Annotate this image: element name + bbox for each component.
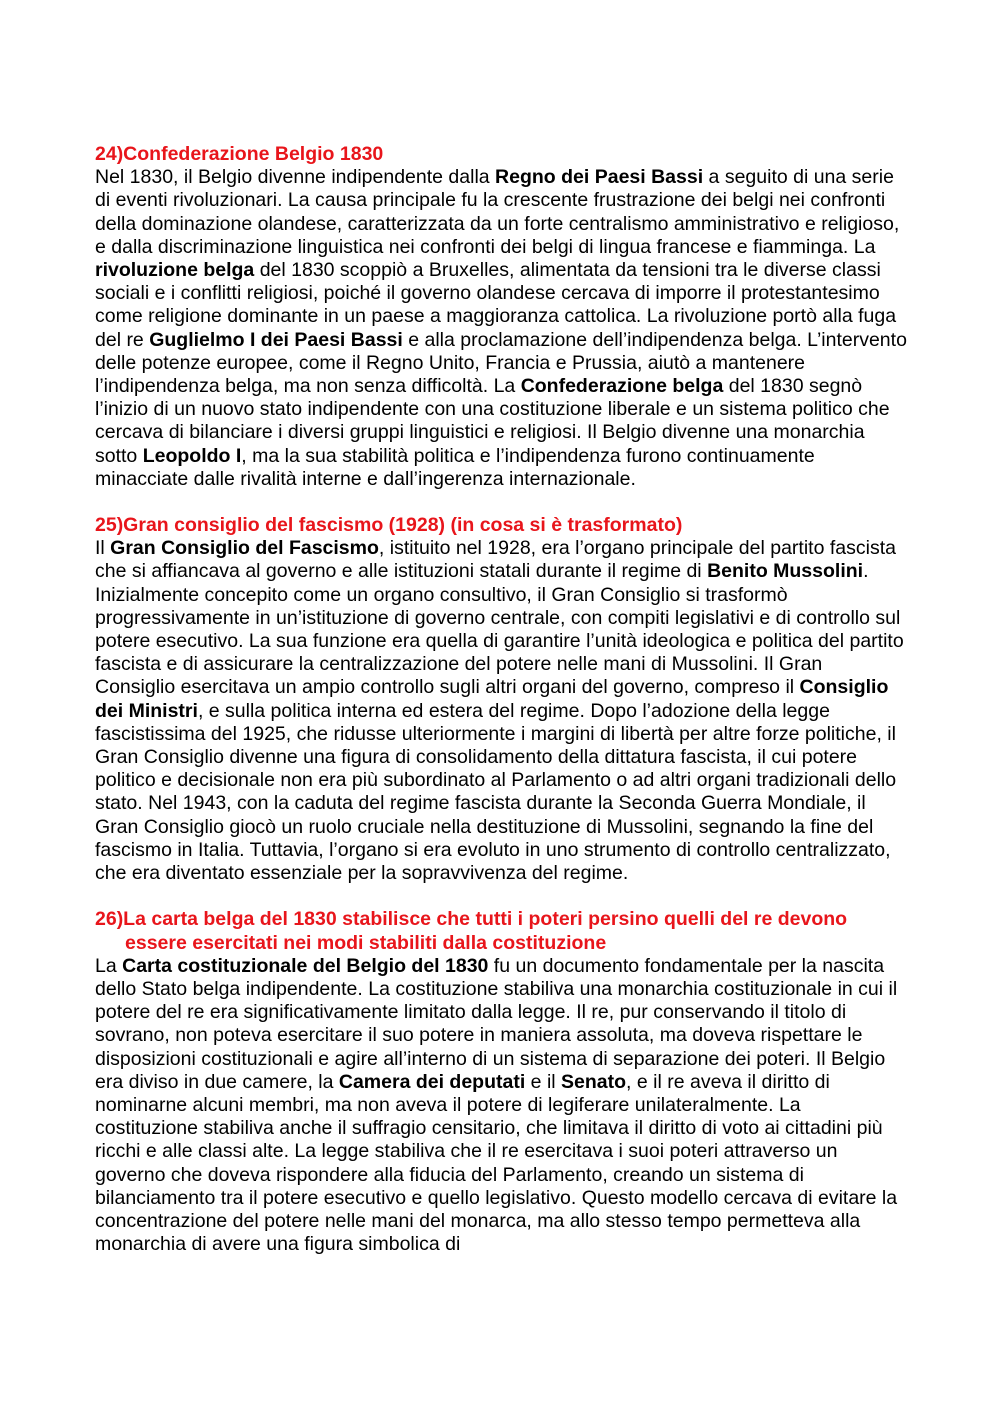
bold-text: Senato [561,1070,627,1093]
section-paragraph [95,955,907,1257]
text-run: fu un documento fondamentale per la nascita dello Stato belga indipendente. La costituzione stabiliva una monarchia costituzionale in cui il potere del re era significativamente limitato dalla legge. Il re, pur conservando il titolo di sovrano, non poteva esercitare il suo potere in maniera assoluta, ma doveva rispettare le disposizioni costituzionali e agire all’interno di un sistema di separazione dei poteri. Il Belgio era diviso in due camere, la [95,954,898,1093]
text-run: . Inizialmente concepito come un organo consultivo, il Gran Consiglio si trasformò progressivamente in un’istituzione di governo centrale, con compiti legislativi e di controllo sul potere esecutivo. La sua funzione era quella di garantire l’unità ideologica e politica del partito fascista e di assicurare la centralizzazione del potere nelle mani di Mussolini. Il Gran Consiglio esercitava un ampio controllo sugli altri organi del governo, compreso il [95,560,904,699]
bold-text: Benito Mussolini [707,560,864,583]
section-heading: 26)La carta belga del 1830 stabilisce che tutti i poteri persino quelli del re devono essere esercitati nei modi stabiliti dalla costituzione [95,908,848,954]
bold-text: Carta costituzionale del Belgio del 1830 [122,954,489,977]
text-run: del 1830 segnò l’inizio di un nuovo stato indipendente con una costituzione liberale e un sistema politico che cercava di bilanciare i diversi gruppi linguistici e religiosi. Il Belgio divenne una monarchia sotto [95,375,890,467]
text-run: , e il re aveva il diritto di nominarne alcuni membri, ma non aveva il potere di legiferare unilateralmente. La costituzione stabiliva anche il suffragio censitario, che limitava il diritto di voto ai cittadini più ricchi e alle classi alte. La legge stabiliva che il re esercitava i suoi poteri attraverso un governo che doveva rispondere alla fiducia del Parlamento, creando un sistema di bilanciamento tra il potere esecutivo e quello legislativo. Questo modello cercava di evitare la concentrazione del potere nelle mani del monarca, ma allo stesso tempo permetteva alla monarchia di avere una figura simbolica di [95,1070,898,1256]
section-24 [95,143,907,491]
bold-text: rivoluzione belga [95,259,255,282]
text-run: Nel 1830, il Belgio divenne indipendente dalla [95,166,496,189]
text-run: e alla proclamazione dell’indipendenza belga. L’intervento delle potenze europee, come il Regno Unito, Francia e Prussia, aiutò a mantenere l’indipendenza belga, ma non senza difficoltà. La [95,328,907,398]
section-paragraph [95,537,907,885]
bold-text: Camera dei deputati [338,1070,526,1093]
section-heading: 24)Confederazione Belgio 1830 [95,143,384,165]
text-run: La [95,954,123,977]
section-26 [95,908,907,1256]
text-run: , istituito nel 1928, era l’organo principale del partito fascista che si affiancava al governo e alle istituzioni statali durante il regime di [95,537,896,583]
text-run: Il [95,537,111,560]
text-run: a seguito di una serie di eventi rivoluzionari. La causa principale fu la crescente frustrazione dei belgi nei confronti della dominazione olandese, caratterizzata da un forte centralismo amministrativo e religioso, e dalla discriminazione linguistica nei confronti dei belgi di lingua francese e fiamminga. La [95,166,900,258]
bold-text: Consiglio dei Ministri [95,676,889,722]
section-25 [95,514,907,885]
text-run: , e sulla politica interna ed estera del regime. Dopo l’adozione della legge fascistissima del 1925, che ridusse ulteriormente i margini di libertà per altre forze politiche, il Gran Consiglio divenne una figura di consolidamento della dittatura fascista, il cui potere politico e decisionale non era più subordinato al Parlamento o ad altri organi tradizionali dello stato. Nel 1943, con la caduta del regime fascista durante la Seconda Guerra Mondiale, il Gran Consiglio giocò un ruolo cruciale nella destituzione di Mussolini, segnando la fine del fascismo in Italia. Tuttavia, l’organo si era evoluto in uno strumento di controllo centralizzato, che era diventato essenziale per la sopravvivenza del regime. [95,699,897,885]
section-heading: 25)Gran consiglio del fascismo (1928) (in cosa si è trasformato) [95,514,683,537]
section-paragraph [95,166,907,491]
bold-text: Confederazione belga [520,375,724,398]
bold-text: Leopoldo I [142,444,242,467]
bold-text: Guglielmo I dei Paesi Bassi [149,328,403,351]
document-page [95,143,907,1279]
text-run: del 1830 scoppiò a Bruxelles, alimentata da tensioni tra le diverse classi sociali e i conflitti religiosi, poiché il governo olandese cercava di imporre il protestantesimo come religione dominante in un paese a maggioranza cattolica. La rivoluzione portò alla fuga del re [95,259,897,351]
text-run: , ma la sua stabilità politica e l’indipendenza furono continuamente minacciate dalle rivalità interne e dall’ingerenza internazionale. [95,444,815,490]
bold-text: Regno dei Paesi Bassi [495,166,704,189]
text-run: e il [525,1070,562,1093]
bold-text: Gran Consiglio del Fascismo [110,537,379,560]
